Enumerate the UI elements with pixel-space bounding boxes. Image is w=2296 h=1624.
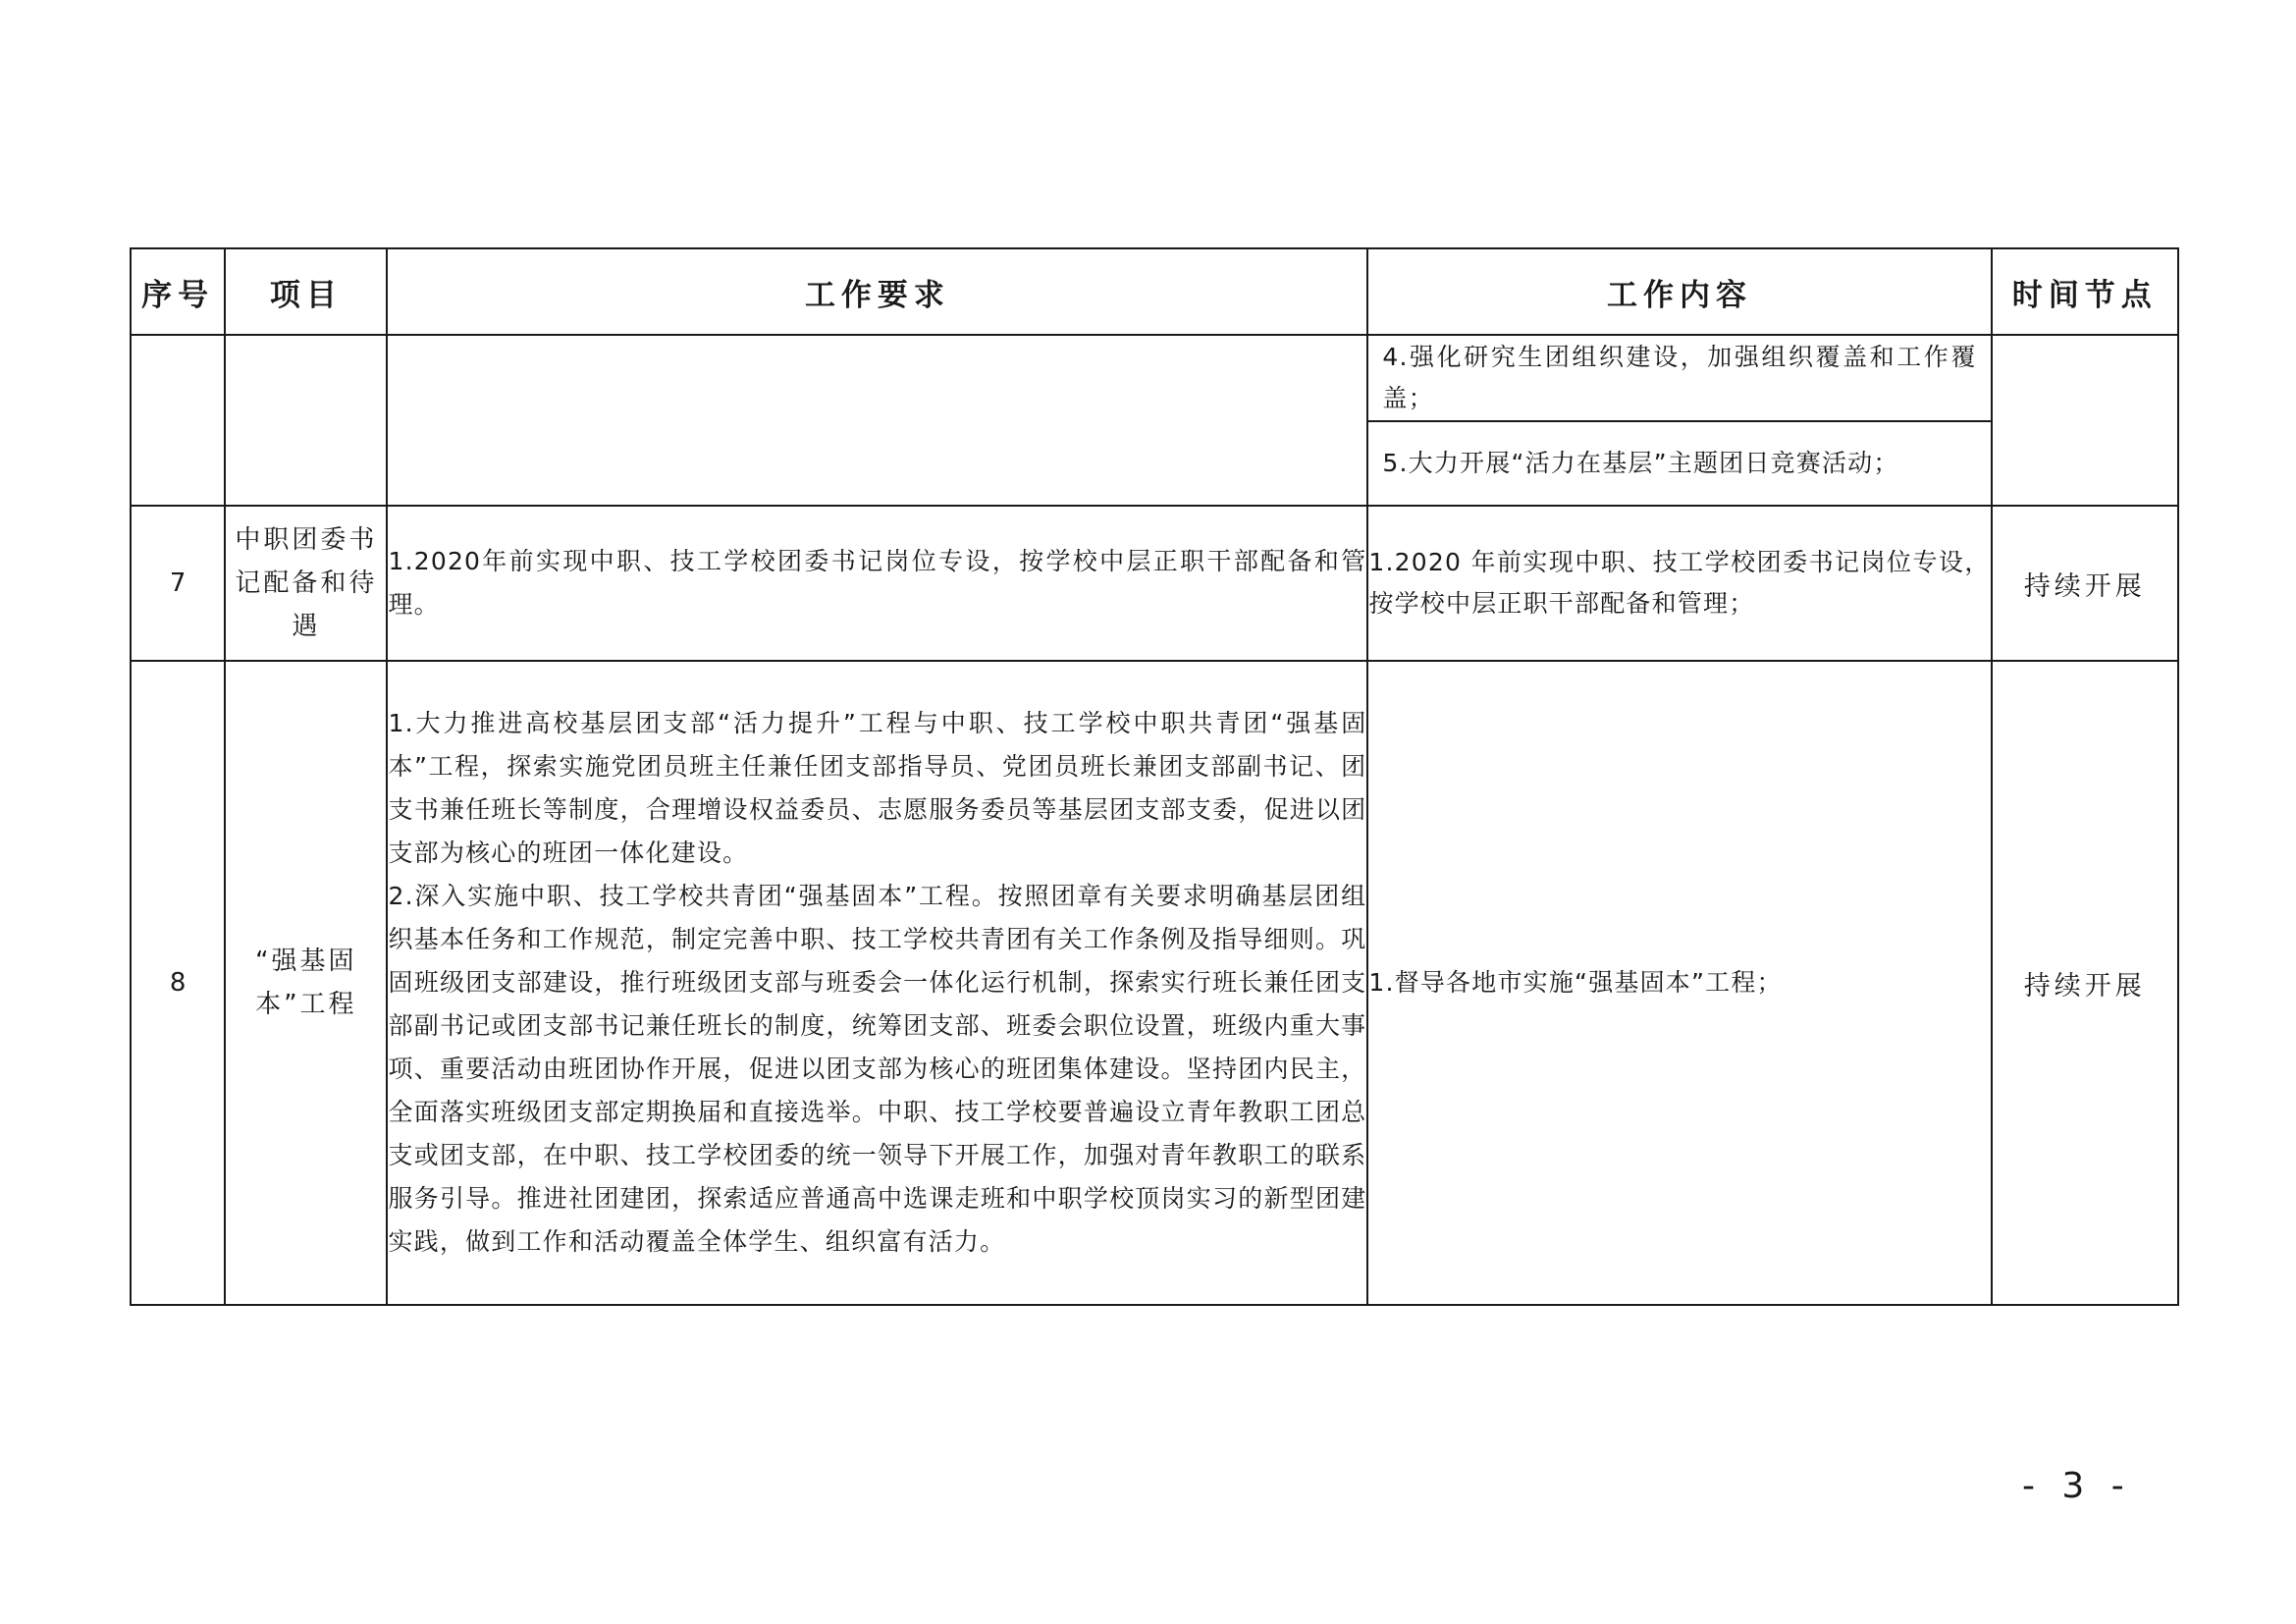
- header-time: 时间节点: [1992, 248, 2178, 335]
- header-requirement: 工作要求: [387, 248, 1367, 335]
- page-number: - 3 -: [2022, 1466, 2132, 1506]
- requirement-paragraph: 2.深入实施中职、技工学校共青团“强基固本”工程。按照团章有关要求明确基层团组织基本任务和工作规范，制定完善中职、技工学校共青团有关工作条例及指导细则。巩固班级团支部建设，推行班级团支部与班委会一体化运行机制，探索实行班长兼任团支部副书记或团支部书记兼任班长的制度，统筹团支部、班委会职位设置，班级内重大事项、重要活动由班团协作开展，促进以团支部为核心的班团集体建设。坚持团内民主，全面落实班级团支部定期换届和直接选举。中职、技工学校要普遍设立青年教职工团总支或团支部，在中职、技工学校团委的统一领导下开展工作，加强对青年教职工的联系服务引导。推进社团建团，探索适应普通高中选课走班和中职学校顶岗实习的新型团建实践，做到工作和活动覆盖全体学生、组织富有活力。: [388, 882, 1367, 1256]
- content-subcell: [1368, 422, 1990, 505]
- header-content: 工作内容: [1367, 248, 1991, 335]
- row-content-cell: 1.2020 年前实现中职、技工学校团委书记岗位专设，按学校中层正职干部配备和管理；: [1367, 506, 1991, 661]
- row-item-cell: 中职团委书记配备和待遇: [225, 506, 387, 661]
- content-item: 5.大力开展“活力在基层”主题团日竞赛活动；: [1382, 449, 1899, 477]
- row-index-cell: 8: [131, 661, 225, 1305]
- content-item: 4.强化研究生团组织建设，加强组织覆盖和工作覆盖；: [1382, 343, 1977, 412]
- row-content-cell: 1.督导各地市实施“强基固本”工程；: [1367, 661, 1991, 1305]
- row-index-cell: [131, 335, 225, 506]
- row-time-cell: 持续开展: [1992, 506, 2178, 661]
- content-subcell: [1368, 336, 1990, 422]
- row-item-cell: “强基固本”工程: [225, 661, 387, 1305]
- content-split-box: [1368, 336, 1990, 505]
- work-plan-table: [130, 247, 2179, 1306]
- row-content-cell: [1367, 335, 1991, 506]
- requirement-paragraph: 1.大力推进高校基层团支部“活力提升”工程与中职、技工学校中职共青团“强基固本”工程，探索实施党团员班主任兼任团支部指导员、党团员班长兼团支部副书记、团支书兼任班长等制度，合理增设权益委员、志愿服务委员等基层团支部支委，促进以团支部为核心的班团一体化建设。: [388, 709, 1367, 867]
- table-row: [131, 661, 2178, 1305]
- row-time-cell: 持续开展: [1992, 661, 2178, 1305]
- table-row: [131, 506, 2178, 661]
- row-time-cell: [1992, 335, 2178, 506]
- table-header-row: [131, 248, 2178, 335]
- row-item-cell: [225, 335, 387, 506]
- row-requirement-cell: [387, 661, 1367, 1305]
- row-index-cell: 7: [131, 506, 225, 661]
- row-requirement-cell: [387, 506, 1367, 661]
- table-row: [131, 335, 2178, 506]
- row-requirement-cell: [387, 335, 1367, 506]
- requirement-paragraph: 1.2020年前实现中职、技工学校团委书记岗位专设，按学校中层正职干部配备和管理。: [388, 547, 1367, 619]
- header-item: 项目: [225, 248, 387, 335]
- header-index: 序号: [131, 248, 225, 335]
